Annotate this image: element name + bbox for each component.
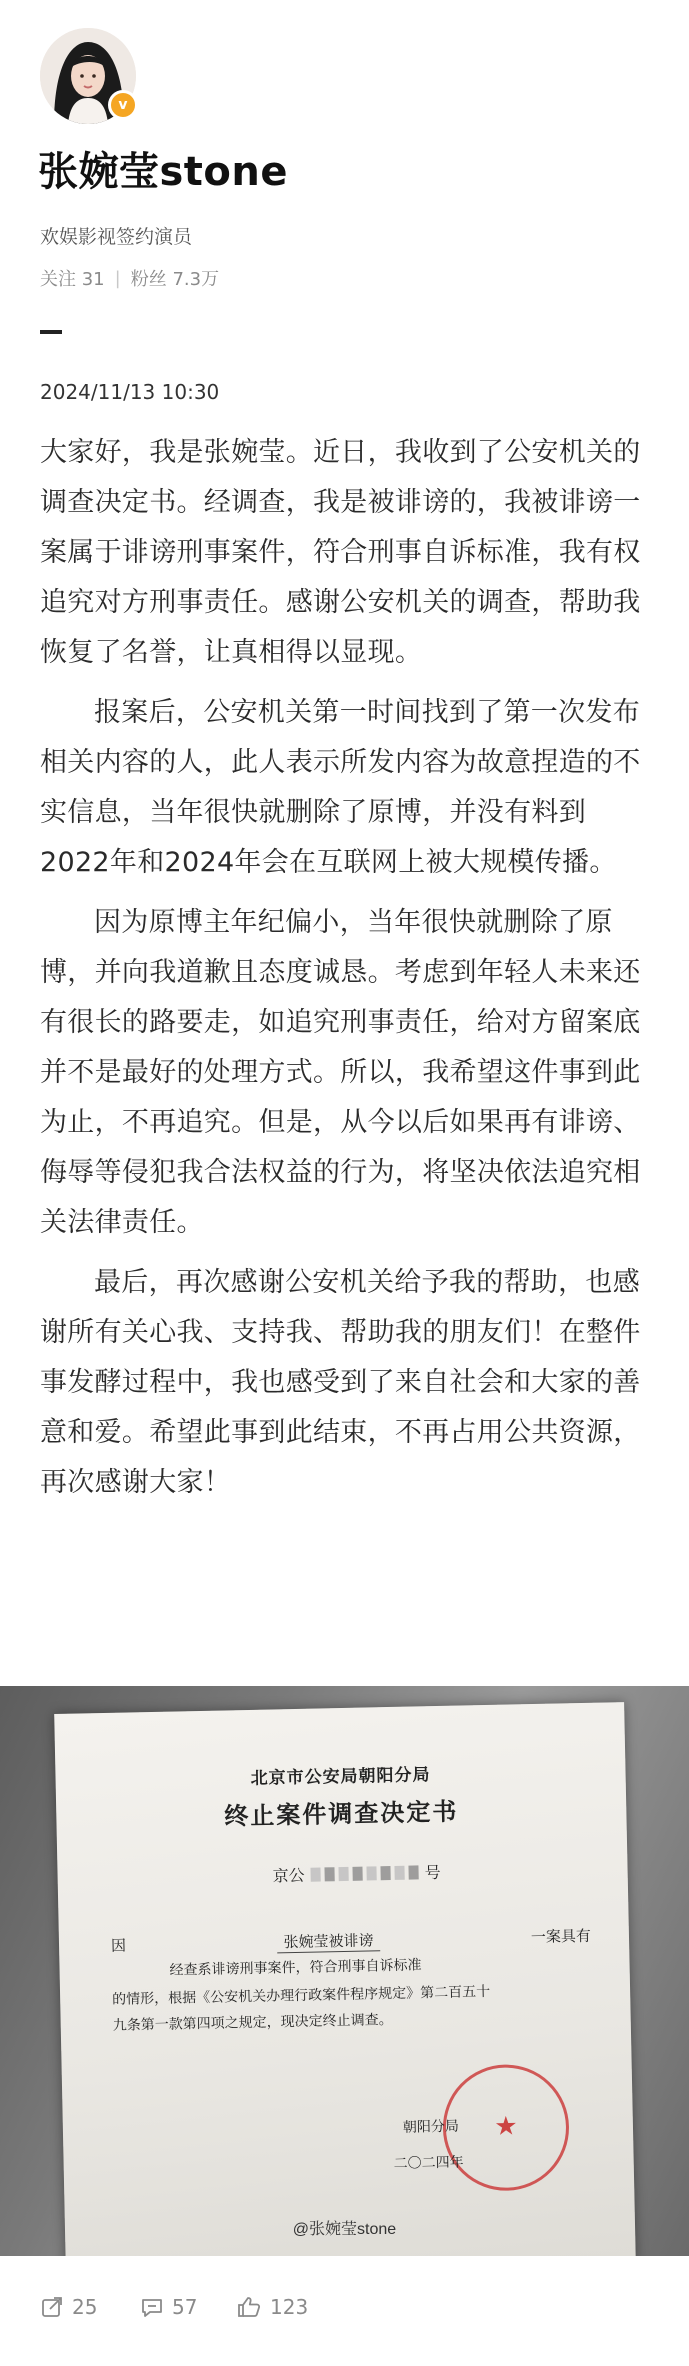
following-stat[interactable] — [40, 265, 105, 291]
following-count: 31 — [81, 269, 105, 290]
redacted-mosaic — [310, 1865, 418, 1881]
document-number-suffix: 号 — [424, 1862, 441, 1883]
like-button[interactable] — [236, 2295, 308, 2319]
document-agency: 北京市公安局朝阳分局 — [250, 1765, 431, 1789]
like-count: 123 — [270, 2295, 309, 2319]
verified-badge-icon: v — [108, 90, 138, 120]
document-number — [272, 1860, 440, 1887]
document-line-end: 一案具有 — [530, 1926, 592, 1947]
document-date: 二〇二四年 — [393, 2154, 464, 2173]
post-timestamp: 2024/11/13 10:30 — [40, 380, 220, 404]
stats-divider: | — [114, 267, 121, 289]
repost-count: 25 — [72, 2295, 98, 2319]
document-number-prefix: 京公 — [272, 1865, 305, 1886]
repost-icon — [40, 2295, 64, 2319]
thumbs-up-icon — [236, 2295, 262, 2319]
profile-stats — [40, 265, 219, 291]
user-description: 欢娱影视签约演员 — [40, 226, 193, 248]
followers-count: 7.3万 — [172, 269, 220, 290]
user-name[interactable]: 张婉莹stone — [38, 149, 289, 195]
post-image[interactable] — [0, 1686, 689, 2256]
avatar[interactable] — [40, 28, 136, 124]
section-divider — [40, 330, 62, 334]
document-signature: 朝阳分局 — [402, 2118, 460, 2136]
document-line: 九条第一款第四项之规定，现决定终止调查。 — [112, 2012, 393, 2034]
post-paragraph: 最后，再次感谢公安机关给予我的帮助，也感谢所有关心我、支持我、帮助我的朋友们！在整件事发酵过程中，我也感受到了来自社会和大家的善意和爱。希望此事到此结束，不再占用公共资源，再次感谢大家！ — [40, 1267, 641, 1498]
comment-count: 57 — [172, 2295, 198, 2319]
document-line-start: 因 — [110, 1936, 127, 1955]
followers-label: 粉丝 — [130, 269, 167, 290]
post-paragraph: 大家好，我是张婉莹。近日，我收到了公安机关的调查决定书。经调查，我是被诽谤的，我被诽谤一案属于诽谤刑事案件，符合刑事自诉标准，我有权追究对方刑事责任。感谢公安机关的调查，帮助我恢复了名誉，让真相得以显现。 — [40, 437, 641, 668]
document-paper — [54, 1702, 636, 2256]
comment-button[interactable] — [140, 2295, 197, 2319]
post-paragraph: 报案后，公安机关第一时间找到了第一次发布相关内容的人，此人表示所发内容为故意捏造的不实信息，当年很快就删除了原博，并没有料到2022年和2024年会在互联网上被大规模传播。 — [40, 697, 641, 878]
document-case-name: 张婉莹被诽谤 — [277, 1929, 379, 1953]
comment-icon — [140, 2295, 164, 2319]
repost-button[interactable] — [40, 2295, 97, 2319]
document-title: 终止案件调查决定书 — [224, 1796, 459, 1831]
image-watermark: @张婉莹stone — [292, 2221, 397, 2238]
post-paragraph: 因为原博主年纪偏小，当年很快就删除了原博，并向我道歉且态度诚恳。考虑到年轻人未来还有很长的路要走，如追究刑事责任，给对方留案底并不是最好的处理方式。所以，我希望这件事到此为止，不再追究。但是，从今以后如果再有诽谤、侮辱等侵犯我合法权益的行为，将坚决依法追究相关法律责任。 — [40, 907, 641, 1238]
document-line: 经查系诽谤刑事案件，符合刑事自诉标准 — [169, 1957, 422, 1979]
red-seal-stamp: ★ — [442, 2063, 571, 2192]
document-line: 的情形，根据《公安机关办理行政案件程序规定》第二百五十 — [112, 1983, 491, 2008]
followers-stat[interactable] — [131, 265, 219, 291]
following-label: 关注 — [40, 269, 76, 290]
post-action-bar — [0, 2272, 689, 2342]
post-body — [40, 428, 652, 1518]
